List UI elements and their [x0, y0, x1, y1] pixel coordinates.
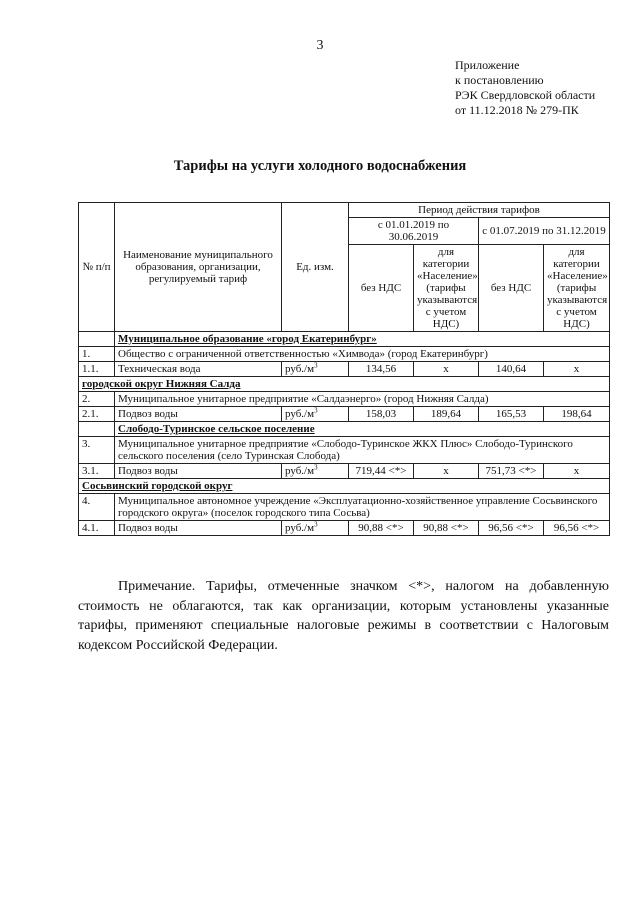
- cell-num: 3.1.: [79, 464, 115, 479]
- header-period-1: с 01.01.2019 по 30.06.2019: [349, 218, 479, 245]
- header-name: Наименование муниципального образования, организации, регулируемый тариф: [115, 203, 282, 332]
- tariff-table: [78, 202, 610, 536]
- section-title: Муниципальное образование «город Екатеринбург»: [115, 332, 610, 347]
- appendix-line: Приложение: [455, 58, 520, 72]
- cell-num: 3.: [79, 437, 115, 464]
- unit-sup: 3: [314, 361, 318, 370]
- section-title: Слободо-Туринское сельское поселение: [115, 422, 610, 437]
- header-unit: Ед. изм.: [282, 203, 349, 332]
- cell-unit: [282, 464, 349, 479]
- page-number: 3: [316, 38, 324, 53]
- tariff-name: Подвоз воды: [115, 464, 282, 479]
- cell-num: 2.: [79, 392, 115, 407]
- organization-name: Муниципальное автономное учреждение «Эксплуатационно-хозяйственное управление Сосьвинского городского округа» (поселок городского типа Сосьва): [115, 494, 610, 521]
- cell-value: 198,64: [544, 407, 610, 422]
- appendix-line: РЭК Свердловской области: [455, 88, 596, 102]
- table-row: [79, 362, 610, 377]
- unit-sup: 3: [314, 406, 318, 415]
- unit-text: руб./м: [285, 465, 315, 477]
- cell-value: х: [414, 464, 479, 479]
- header-population-2: для категории «Население» (тарифы указываются с учетом НДС): [544, 245, 610, 332]
- cell-value: х: [544, 362, 610, 377]
- appendix-block: [455, 58, 595, 118]
- header-no-vat-2: без НДС: [479, 245, 544, 332]
- cell-num: 4.1.: [79, 521, 115, 536]
- header-period: Период действия тарифов: [349, 203, 610, 218]
- table-row: [79, 377, 610, 392]
- header-period-2: с 01.07.2019 по 31.12.2019: [479, 218, 610, 245]
- header-num: № п/п: [79, 203, 115, 332]
- cell-value: 165,53: [479, 407, 544, 422]
- table-row: [79, 437, 610, 464]
- table-row: [79, 347, 610, 362]
- footnote: Примечание. Тарифы, отмеченные значком <*>, налогом на добавленную стоимость не облагаются, так как организации, которым установлены указанные тарифы, применяют специальные налоговые режимы в соответствии с Налоговым кодексом Российской Федерации.: [78, 579, 609, 653]
- cell-num: 1.: [79, 347, 115, 362]
- cell-value: 96,56 <*>: [479, 521, 544, 536]
- cell-value: х: [544, 464, 610, 479]
- tariff-name: Подвоз воды: [115, 407, 282, 422]
- cell-unit: [282, 362, 349, 377]
- tariff-name: Подвоз воды: [115, 521, 282, 536]
- cell-value: 719,44 <*>: [349, 464, 414, 479]
- appendix-line: от 11.12.2018 № 279-ПК: [455, 103, 579, 117]
- document-title: Тарифы на услуги холодного водоснабжения: [173, 158, 467, 174]
- cell-num: [79, 422, 115, 437]
- section-title: городской округ Нижняя Салда: [79, 377, 610, 392]
- cell-value: 134,56: [349, 362, 414, 377]
- unit-text: руб./м: [285, 522, 315, 534]
- organization-name: Общество с ограниченной ответственностью «Химвода» (город Екатеринбург): [115, 347, 610, 362]
- cell-num: [79, 332, 115, 347]
- header-no-vat-1: без НДС: [349, 245, 414, 332]
- table-row: [79, 392, 610, 407]
- cell-value: 96,56 <*>: [544, 521, 610, 536]
- cell-value: 158,03: [349, 407, 414, 422]
- table-row: [79, 332, 610, 347]
- section-title: Сосьвинский городской округ: [79, 479, 610, 494]
- unit-text: руб./м: [285, 363, 315, 375]
- organization-name: Муниципальное унитарное предприятие «Слободо-Туринское ЖКХ Плюс» Слободо-Туринского сельского поселения (село Туринская Слобода): [115, 437, 610, 464]
- cell-value: 751,73 <*>: [479, 464, 544, 479]
- table-row: [79, 422, 610, 437]
- cell-value: 90,88 <*>: [414, 521, 479, 536]
- cell-num: 2.1.: [79, 407, 115, 422]
- cell-num: 1.1.: [79, 362, 115, 377]
- cell-value: 189,64: [414, 407, 479, 422]
- unit-sup: 3: [314, 463, 318, 472]
- cell-value: 90,88 <*>: [349, 521, 414, 536]
- cell-num: 4.: [79, 494, 115, 521]
- unit-text: руб./м: [285, 408, 315, 420]
- table-row: [79, 521, 610, 536]
- table-row: [79, 494, 610, 521]
- table-row: [79, 407, 610, 422]
- table-row: [79, 464, 610, 479]
- header-population-1: для категории «Население» (тарифы указываются с учетом НДС): [414, 245, 479, 332]
- cell-value: 140,64: [479, 362, 544, 377]
- cell-unit: [282, 407, 349, 422]
- table-row: [79, 479, 610, 494]
- table-body: [79, 332, 610, 536]
- appendix-line: к постановлению: [455, 73, 544, 87]
- unit-sup: 3: [314, 520, 318, 529]
- cell-unit: [282, 521, 349, 536]
- cell-value: х: [414, 362, 479, 377]
- tariff-name: Техническая вода: [115, 362, 282, 377]
- organization-name: Муниципальное унитарное предприятие «Салдаэнерго» (город Нижняя Салда): [115, 392, 610, 407]
